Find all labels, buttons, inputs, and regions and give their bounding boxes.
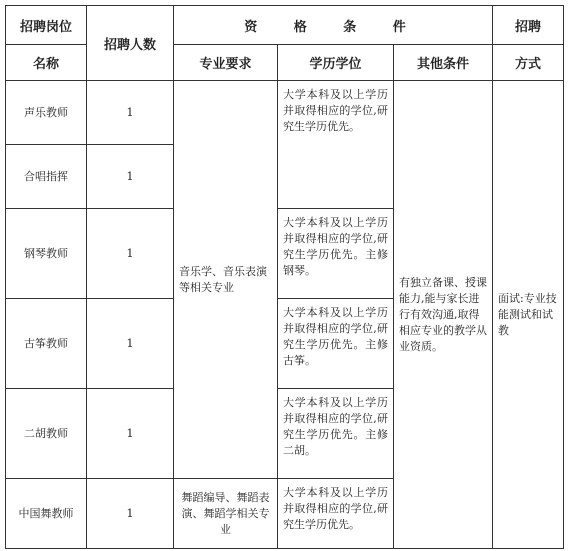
position-cell: 合唱指挥 — [6, 145, 87, 209]
count-cell: 1 — [87, 81, 174, 145]
major-music: 音乐学、音乐表演等相关专业 — [174, 81, 278, 479]
count-cell: 1 — [87, 299, 174, 389]
position-cell: 古筝教师 — [6, 299, 87, 389]
recruitment-table — [5, 5, 564, 549]
count-cell: 1 — [87, 145, 174, 209]
degree-erhu: 大学本科及以上学历并取得相应的学位,研究生学历优先。主修二胡。 — [278, 389, 394, 479]
position-cell: 声乐教师 — [6, 81, 87, 145]
degree-piano: 大学本科及以上学历并取得相应的学位,研究生学历优先。主修钢琴。 — [278, 209, 394, 299]
count-cell: 1 — [87, 479, 174, 549]
degree-dance: 大学本科及以上学历并取得相应的学位,研究生学历优先。 — [278, 479, 394, 549]
degree-guzheng: 大学本科及以上学历并取得相应的学位,研究生学历优先。主修古筝。 — [278, 299, 394, 389]
header-position-line2: 名称 — [6, 45, 87, 81]
header-qualifications: 资 格 条 件 — [174, 6, 493, 45]
header-degree: 学历学位 — [278, 45, 394, 81]
position-cell: 中国舞教师 — [6, 479, 87, 549]
header-count: 招聘人数 — [87, 6, 174, 81]
position-cell: 钢琴教师 — [6, 209, 87, 299]
position-cell: 二胡教师 — [6, 389, 87, 479]
degree-vocal-choir: 大学本科及以上学历并取得相应的学位,研究生学历优先。 — [278, 81, 394, 209]
major-dance: 舞蹈编导、舞蹈表演、舞蹈学相关专业 — [174, 479, 278, 549]
count-cell: 1 — [87, 209, 174, 299]
header-major: 专业要求 — [174, 45, 278, 81]
header-method-line2: 方式 — [493, 45, 564, 81]
recruitment-method: 面试:专业技能测试和试教 — [493, 81, 564, 549]
count-cell: 1 — [87, 389, 174, 479]
header-other: 其他条件 — [394, 45, 493, 81]
header-method-line1: 招聘 — [493, 6, 564, 45]
header-position-line1: 招聘岗位 — [6, 6, 87, 45]
other-conditions: 有独立备课、授课能力,能与家长进行有效沟通,取得相应专业的教学从业资质。 — [394, 81, 493, 549]
